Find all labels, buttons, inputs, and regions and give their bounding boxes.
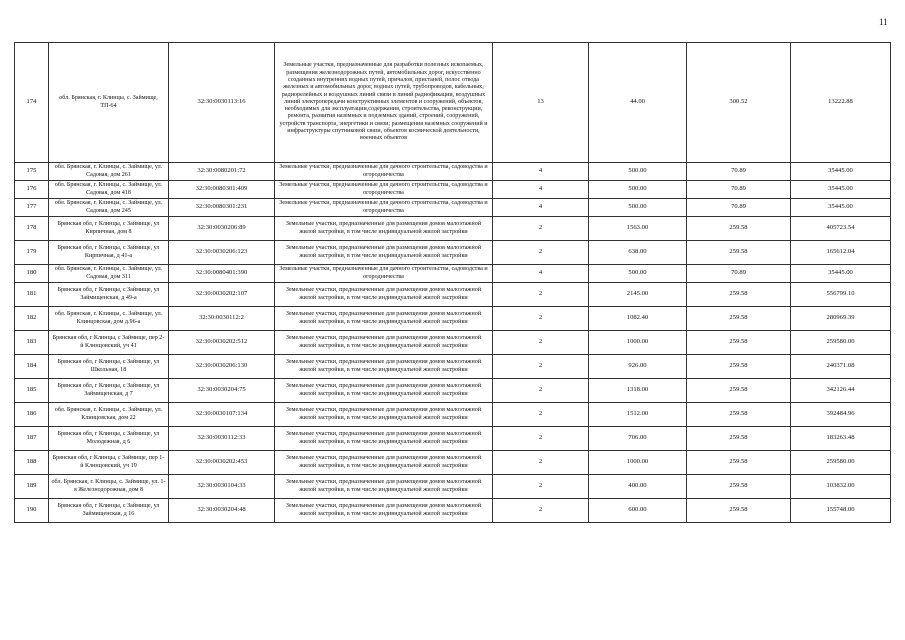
value-cell: 259580.00 (791, 331, 891, 355)
cadastral-number-cell: 32:30:0030206:89 (169, 217, 275, 241)
area-cell: 500.00 (589, 265, 687, 283)
group-cell: 4 (493, 163, 589, 181)
table-row (15, 199, 891, 217)
purpose-cell: Земельные участки, предназначенные для размещения домов малоэтажной жилой застройки, в том числе индивидуальной жилой застройки (275, 283, 493, 307)
address-cell: Брянская обл, г Клинцы, с Займище, пер 1-й Клинцовский, уч 19 (49, 451, 169, 475)
value-cell: 240371.08 (791, 355, 891, 379)
row-number: 178 (15, 217, 49, 241)
table-row (15, 451, 891, 475)
row-number: 190 (15, 499, 49, 523)
table-row (15, 241, 891, 265)
cadastral-number-cell: 32:30:0030104:33 (169, 475, 275, 499)
address-cell: Брянская обл, г Клинцы, с Займище, ул Займищенская, д 7 (49, 379, 169, 403)
address-cell: обл. Брянская, г. Клинцы, с. Займище, ул. Садовая, дом 245 (49, 199, 169, 217)
purpose-cell: Земельные участки, предназначенные для размещения домов малоэтажной жилой застройки, в том числе индивидуальной жилой застройки (275, 217, 493, 241)
row-number: 176 (15, 181, 49, 199)
rate-cell: 300.52 (687, 43, 791, 163)
cadastral-number-cell: 32:30:0080301:231 (169, 199, 275, 217)
value-cell: 183263.48 (791, 427, 891, 451)
table-row (15, 307, 891, 331)
purpose-cell: Земельные участки, предназначенные для размещения домов малоэтажной жилой застройки, в том числе индивидуальной жилой застройки (275, 499, 493, 523)
area-cell: 500.00 (589, 181, 687, 199)
cadastral-number-cell: 32:30:0030206:130 (169, 355, 275, 379)
area-cell: 600.00 (589, 499, 687, 523)
cadastral-number-cell: 32:30:0030204:48 (169, 499, 275, 523)
row-number: 175 (15, 163, 49, 181)
value-cell: 35445.00 (791, 199, 891, 217)
value-cell: 342126.44 (791, 379, 891, 403)
row-number: 189 (15, 475, 49, 499)
rate-cell: 70.89 (687, 199, 791, 217)
group-cell: 2 (493, 403, 589, 427)
cadastral-number-cell: 32:30:0080201:72 (169, 163, 275, 181)
row-number: 187 (15, 427, 49, 451)
value-cell: 13222.88 (791, 43, 891, 163)
purpose-cell: Земельные участки, предназначенные для размещения домов малоэтажной жилой застройки, в том числе индивидуальной жилой застройки (275, 379, 493, 403)
address-cell: Брянская обл, г Клинцы, с Займище, ул Займищенская, д 16 (49, 499, 169, 523)
group-cell: 2 (493, 283, 589, 307)
group-cell: 2 (493, 451, 589, 475)
group-cell: 2 (493, 307, 589, 331)
value-cell: 259580.00 (791, 451, 891, 475)
table-row (15, 475, 891, 499)
purpose-cell: Земельные участки, предназначенные для размещения домов малоэтажной жилой застройки, в том числе индивидуальной жилой застройки (275, 451, 493, 475)
cadastral-number-cell: 32:30:0030206:123 (169, 241, 275, 265)
address-cell: Брянская обл, г Клинцы, с Займище, ул Займищенская, д 49-а (49, 283, 169, 307)
rate-cell: 259.58 (687, 403, 791, 427)
table-row (15, 379, 891, 403)
purpose-cell: Земельные участки, предназначенные для размещения домов малоэтажной жилой застройки, в том числе индивидуальной жилой застройки (275, 355, 493, 379)
land-register-table (14, 42, 891, 523)
rate-cell: 259.58 (687, 475, 791, 499)
cadastral-number-cell: 32:30:0030202:107 (169, 283, 275, 307)
group-cell: 4 (493, 199, 589, 217)
address-cell: обл. Брянская, г. Клинцы, с. Займище, ТП-64 (49, 43, 169, 163)
row-number: 181 (15, 283, 49, 307)
area-cell: 1563.00 (589, 217, 687, 241)
purpose-cell: Земельные участки, предназначенные для дачного строительства, садоводства и огородничества (275, 199, 493, 217)
value-cell: 103832.00 (791, 475, 891, 499)
rate-cell: 259.58 (687, 307, 791, 331)
area-cell: 1082.40 (589, 307, 687, 331)
area-cell: 1000.00 (589, 331, 687, 355)
value-cell: 556799.10 (791, 283, 891, 307)
group-cell: 2 (493, 355, 589, 379)
row-number: 184 (15, 355, 49, 379)
group-cell: 2 (493, 499, 589, 523)
purpose-cell: Земельные участки, предназначенные для дачного строительства, садоводства и огородничества (275, 163, 493, 181)
area-cell: 1318.00 (589, 379, 687, 403)
address-cell: обл. Брянская, г. Клинцы, с. Займище, ул. Клинцовская, дом 22 (49, 403, 169, 427)
row-number: 179 (15, 241, 49, 265)
address-cell: обл. Брянская, г. Клинцы, с. Займище, ул. Клинцовская, дом д.96-а (49, 307, 169, 331)
purpose-cell: Земельные участки, предназначенные для разработки полезных ископаемых, размещения железнодорожных путей, автомобильных дорог, искусственно созданных внутренних водных путей, причалов, пристаней, полос отвода железных и автомобильных дорог, водных путей, трубопроводов, кабельных, радиорелейных и воздушных линий связи и линий радиофикации, воздушных линий электропередачи конструктивных элементов и сооружений, объектов, необходимых для эксплуатации,содержания, строительства, реконструкции, ремонта, развития наземных и подземных зданий, строений, сооружений, устройств транспорта, энергетики и связи; размещения наземных сооружений и инфраструктуры спутниковой связи, объектов космической деятельности, военных объектов (275, 43, 493, 163)
row-number: 186 (15, 403, 49, 427)
purpose-cell: Земельные участки, предназначенные для размещения домов малоэтажной жилой застройки, в том числе индивидуальной жилой застройки (275, 331, 493, 355)
value-cell: 405723.54 (791, 217, 891, 241)
area-cell: 2145.00 (589, 283, 687, 307)
value-cell: 280969.39 (791, 307, 891, 331)
address-cell: обл. Брянская, г. Клинцы, с. Займище, ул. Садовая, дом 261 (49, 163, 169, 181)
rate-cell: 259.58 (687, 499, 791, 523)
group-cell: 2 (493, 217, 589, 241)
rate-cell: 259.58 (687, 427, 791, 451)
address-cell: Брянская обл, г Клинцы, с Займище, ул Кирпичная, дом 8 (49, 217, 169, 241)
address-cell: Брянская обл, г Клинцы, с Займище, пер 2-й Клинцовский, уч 41 (49, 331, 169, 355)
area-cell: 400.00 (589, 475, 687, 499)
row-number: 182 (15, 307, 49, 331)
row-number: 188 (15, 451, 49, 475)
group-cell: 2 (493, 241, 589, 265)
value-cell: 155748.00 (791, 499, 891, 523)
cadastral-number-cell: 32:30:0030112:2 (169, 307, 275, 331)
area-cell: 1000.00 (589, 451, 687, 475)
purpose-cell: Земельные участки, предназначенные для размещения домов малоэтажной жилой застройки, в том числе индивидуальной жилой застройки (275, 403, 493, 427)
area-cell: 44.00 (589, 43, 687, 163)
value-cell: 35445.00 (791, 163, 891, 181)
purpose-cell: Земельные участки, предназначенные для дачного строительства, садоводства и огородничества (275, 181, 493, 199)
row-number: 174 (15, 43, 49, 163)
address-cell: обл. Брянская, г. Клинцы, с. Займище, ул. 1-я Железнодорожная, дом 8 (49, 475, 169, 499)
purpose-cell: Земельные участки, предназначенные для размещения домов малоэтажной жилой застройки, в том числе индивидуальной жилой застройки (275, 475, 493, 499)
group-cell: 2 (493, 331, 589, 355)
rate-cell: 259.58 (687, 283, 791, 307)
purpose-cell: Земельные участки, предназначенные для размещения домов малоэтажной жилой застройки, в том числе индивидуальной жилой застройки (275, 307, 493, 331)
value-cell: 35445.00 (791, 265, 891, 283)
table-row (15, 427, 891, 451)
row-number: 180 (15, 265, 49, 283)
cadastral-number-cell: 32:30:0030202:512 (169, 331, 275, 355)
table-row (15, 181, 891, 199)
table-row (15, 331, 891, 355)
cadastral-number-cell: 32:30:0030202:453 (169, 451, 275, 475)
group-cell: 13 (493, 43, 589, 163)
address-cell: Брянская обл, г Клинцы, с Займище, ул Школьная, 18 (49, 355, 169, 379)
table-row (15, 43, 891, 163)
rate-cell: 259.58 (687, 241, 791, 265)
group-cell: 2 (493, 475, 589, 499)
cadastral-number-cell: 32:30:0030112:33 (169, 427, 275, 451)
cadastral-number-cell: 32:30:0080301:409 (169, 181, 275, 199)
rate-cell: 70.89 (687, 181, 791, 199)
cadastral-number-cell: 32:30:0030113:16 (169, 43, 275, 163)
table-row (15, 355, 891, 379)
area-cell: 1512.00 (589, 403, 687, 427)
rate-cell: 259.58 (687, 217, 791, 241)
area-cell: 706.00 (589, 427, 687, 451)
group-cell: 4 (493, 265, 589, 283)
address-cell: обл. Брянская, г. Клинцы, с. Займище, ул. Садовая, дом 418 (49, 181, 169, 199)
rate-cell: 70.89 (687, 163, 791, 181)
area-cell: 500.00 (589, 163, 687, 181)
group-cell: 4 (493, 181, 589, 199)
table-row (15, 403, 891, 427)
area-cell: 500.00 (589, 199, 687, 217)
rate-cell: 70.89 (687, 265, 791, 283)
table-row (15, 163, 891, 181)
value-cell: 165612.04 (791, 241, 891, 265)
row-number: 185 (15, 379, 49, 403)
cadastral-number-cell: 32:30:0030204:75 (169, 379, 275, 403)
value-cell: 35445.00 (791, 181, 891, 199)
cadastral-number-cell: 32:30:0080401:390 (169, 265, 275, 283)
row-number: 183 (15, 331, 49, 355)
table-row (15, 499, 891, 523)
table-row (15, 283, 891, 307)
rate-cell: 259.58 (687, 331, 791, 355)
purpose-cell: Земельные участки, предназначенные для дачного строительства, садоводства и огородничества (275, 265, 493, 283)
page-number: 11 (879, 17, 888, 27)
table-body (15, 43, 891, 523)
table-row (15, 265, 891, 283)
rate-cell: 259.58 (687, 379, 791, 403)
area-cell: 926.00 (589, 355, 687, 379)
group-cell: 2 (493, 379, 589, 403)
area-cell: 638.00 (589, 241, 687, 265)
address-cell: Брянская обл, г Клинцы, с Займище, ул Молодежная, д 6 (49, 427, 169, 451)
address-cell: обл. Брянская, г. Клинцы, с. Займище, ул. Садовая, дом 311 (49, 265, 169, 283)
cadastral-number-cell: 32:30:0030107:134 (169, 403, 275, 427)
address-cell: Брянская обл, г Клинцы, с Займище, ул Кирпичная, д 41-а (49, 241, 169, 265)
rate-cell: 259.58 (687, 451, 791, 475)
value-cell: 392484.96 (791, 403, 891, 427)
row-number: 177 (15, 199, 49, 217)
table-row (15, 217, 891, 241)
group-cell: 2 (493, 427, 589, 451)
purpose-cell: Земельные участки, предназначенные для размещения домов малоэтажной жилой застройки, в том числе индивидуальной жилой застройки (275, 427, 493, 451)
rate-cell: 259.58 (687, 355, 791, 379)
purpose-cell: Земельные участки, предназначенные для размещения домов малоэтажной жилой застройки, в том числе индивидуальной жилой застройки (275, 241, 493, 265)
